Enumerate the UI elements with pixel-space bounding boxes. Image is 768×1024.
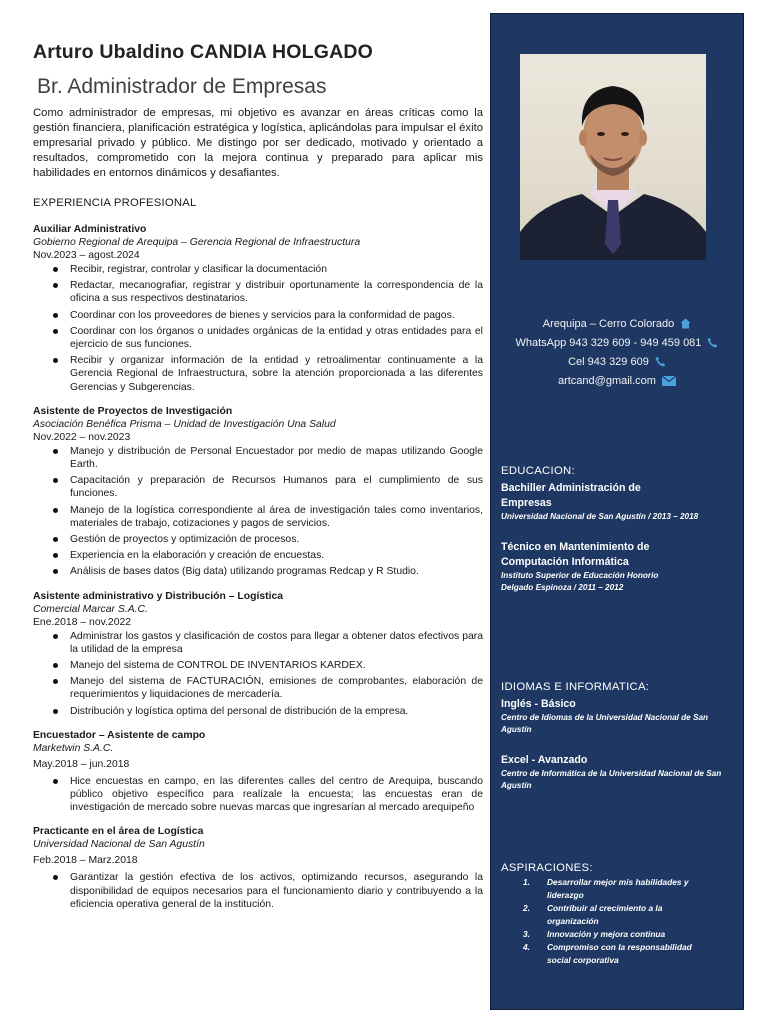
bullet-icon bbox=[53, 779, 58, 784]
list-item bbox=[33, 445, 483, 471]
job-organization: Asociación Benéfica Prisma – Unidad de Investigación Una Salud bbox=[33, 418, 336, 430]
envelope-icon bbox=[662, 375, 676, 392]
bullet-icon bbox=[53, 553, 58, 558]
language-title: Inglés - Básico bbox=[501, 698, 576, 710]
item-number: 1. bbox=[523, 877, 530, 887]
languages-heading: IDIOMAS E INFORMATICA: bbox=[501, 681, 650, 693]
job-title: Auxiliar Administrativo bbox=[33, 224, 147, 235]
job-organization: Gobierno Regional de Arequipa – Gerencia Regional de Infraestructura bbox=[33, 237, 361, 248]
task-text: Redactar, mecanografiar, registrar y distribuir oportunamente la correspondencia de la oficina a sus respectivos destinatarios. bbox=[70, 280, 483, 305]
person-portrait bbox=[520, 54, 706, 260]
home-icon bbox=[680, 318, 691, 335]
task-text: Análisis de bases datos (Big data) utilizando programas Redcap y R Studio. bbox=[70, 566, 419, 578]
bullet-icon bbox=[53, 679, 58, 684]
main-column bbox=[33, 38, 483, 922]
cel-text: Cel 943 329 609 bbox=[568, 356, 649, 368]
contact-email bbox=[491, 373, 743, 392]
bullet-icon bbox=[53, 875, 58, 880]
job-title: Asistente administrativo y Distribución – Logística bbox=[33, 590, 284, 602]
job-date: Nov.2023 – agost.2024 bbox=[33, 250, 140, 261]
task-text: Hice encuestas en campo, en las diferentes calles del centro de Arequipa, buscando público objetivo específico para realízale la encuesta; las encuestas eran de investigación de mercado sobre nuevas marcas que ingresarían al mercado arequipeño bbox=[70, 775, 483, 814]
list-item bbox=[501, 928, 727, 941]
contact-whatsapp bbox=[491, 335, 743, 354]
bullet-icon bbox=[53, 267, 58, 272]
aspirations-heading: ASPIRACIONES: bbox=[501, 862, 593, 874]
item-text: Innovación y mejora continua bbox=[547, 929, 666, 939]
task-text: Coordinar con los proveedores de bienes y servicios para la conformidad de pagos. bbox=[70, 309, 455, 321]
job-title: Encuestador – Asistente de campo bbox=[33, 729, 206, 741]
list-item bbox=[33, 705, 483, 718]
list-item bbox=[33, 871, 483, 911]
job-title: Asistente de Proyectos de Investigación bbox=[33, 405, 233, 417]
job-entry bbox=[33, 590, 483, 718]
sidebar bbox=[490, 13, 744, 1010]
list-item bbox=[33, 279, 483, 305]
list-item bbox=[33, 474, 483, 500]
task-text: Garantizar la gestión efectiva de los activos, optimizando recursos, asegurando la disponibilidad de equipos necesarios para el funcionamiento diario y contribuyendo a la eficiencia operativa general de la institución. bbox=[70, 872, 483, 910]
whatsapp-text: WhatsApp 943 329 609 - 949 459 081 bbox=[515, 337, 702, 349]
task-text: Experiencia en la elaboración y creación de encuestas. bbox=[70, 550, 325, 562]
job-role: Br. Administrador de Empresas bbox=[37, 75, 327, 98]
language-detail: Centro de Informática de la Universidad Nacional de San Agustín bbox=[501, 769, 722, 790]
job-entry bbox=[33, 729, 483, 815]
bullet-icon bbox=[53, 313, 58, 318]
list-item bbox=[33, 675, 483, 701]
item-text: Compromiso con la responsabilidad social corporativa bbox=[547, 942, 692, 965]
list-item bbox=[33, 565, 483, 578]
item-number: 4. bbox=[523, 942, 530, 952]
item-number: 2. bbox=[523, 903, 530, 913]
item-text: Contribuir al crecimiento a la organización bbox=[547, 903, 663, 926]
job-date: May.2018 – jun.2018 bbox=[33, 758, 130, 770]
task-text: Recibir, registrar, controlar y clasificar la documentación bbox=[70, 264, 327, 275]
list-item bbox=[33, 659, 483, 672]
contact-location bbox=[491, 316, 743, 335]
phone-icon bbox=[707, 337, 718, 354]
task-list bbox=[33, 775, 483, 815]
list-item bbox=[33, 263, 483, 276]
education-title: Bachiller Administración de Empresas bbox=[501, 482, 641, 509]
list-item bbox=[33, 630, 483, 656]
bullet-icon bbox=[53, 537, 58, 542]
list-item bbox=[33, 309, 483, 322]
job-organization: Marketwin S.A.C. bbox=[33, 742, 114, 754]
job-date: Ene.2018 – nov.2022 bbox=[33, 616, 132, 628]
email-text[interactable]: artcand@gmail.com bbox=[557, 375, 656, 387]
bullet-icon bbox=[53, 329, 58, 334]
bullet-icon bbox=[53, 478, 58, 483]
education-detail: Universidad Nacional de San Agustín / 2013 – 2018 bbox=[501, 512, 699, 521]
language-item bbox=[501, 753, 741, 792]
list-item bbox=[501, 941, 717, 967]
list-item bbox=[33, 325, 483, 351]
job-entry bbox=[33, 223, 483, 394]
list-item bbox=[33, 775, 483, 815]
education-item bbox=[501, 481, 741, 523]
job-organization: Universidad Nacional de San Agustín bbox=[33, 839, 205, 851]
task-text: Manejo de la logística correspondiente al área de investigación tales como inventarios, materiales de trabajo, cotizaciones y pagos de servicios. bbox=[70, 504, 483, 529]
task-list bbox=[33, 871, 483, 911]
bullet-icon bbox=[53, 663, 58, 668]
task-list bbox=[33, 630, 483, 718]
language-item bbox=[501, 697, 741, 736]
bullet-icon bbox=[53, 358, 58, 363]
experience-list bbox=[33, 223, 483, 911]
task-text: Manejo y distribución de Personal Encuestador por medio de mapas utilizando Google Earth. bbox=[70, 445, 483, 471]
profile-photo bbox=[520, 54, 706, 260]
item-number: 3. bbox=[523, 929, 530, 939]
bullet-icon bbox=[53, 634, 58, 639]
list-item bbox=[501, 902, 697, 928]
task-text: Distribución y logística optima del personal de distribución de la empresa. bbox=[70, 705, 409, 717]
list-item bbox=[33, 549, 483, 562]
aspirations-list bbox=[501, 876, 736, 967]
bullet-icon bbox=[53, 283, 58, 288]
bullet-icon bbox=[53, 569, 58, 574]
bullet-icon bbox=[53, 449, 58, 454]
task-text: Gestión de proyectos y optimización de procesos. bbox=[70, 534, 300, 546]
bullet-icon bbox=[53, 508, 58, 513]
experience-heading: EXPERIENCIA PROFESIONAL bbox=[33, 197, 197, 209]
education-title: Técnico en Mantenimiento de Computación Informática bbox=[501, 541, 650, 568]
task-text: Recibir y organizar información de la entidad y retroalimentar continuamente a la Gerencia Regional de Infraestructura, sobre la atención proporcionada a las diferentes Gerencias y Subgerencias. bbox=[70, 355, 483, 393]
education-item bbox=[501, 540, 741, 594]
job-organization: Comercial Marcar S.A.C. bbox=[33, 603, 148, 615]
task-text: Capacitación y preparación de Recursos Humanos para el cumplimiento de sus funciones. bbox=[70, 475, 483, 500]
list-item bbox=[33, 504, 483, 530]
list-item bbox=[501, 876, 697, 902]
task-list bbox=[33, 445, 483, 579]
job-date: Nov.2022 – nov.2023 bbox=[33, 431, 131, 443]
task-text: Manejo del sistema de CONTROL DE INVENTARIOS KARDEX. bbox=[70, 660, 366, 672]
location-text: Arequipa – Cerro Colorado bbox=[542, 318, 675, 330]
education-heading: EDUCACION: bbox=[501, 465, 575, 477]
education-detail: Instituto Superior de Educación Honorio Delgado Espinoza / 2011 – 2012 bbox=[501, 571, 659, 592]
contact-info bbox=[491, 316, 743, 392]
job-entry bbox=[33, 825, 483, 911]
task-text: Manejo del sistema de FACTURACIÓN, emisiones de comprobantes, elaboración de requerimientos y liquidaciones de mercadería. bbox=[70, 676, 483, 701]
language-title: Excel - Avanzado bbox=[501, 754, 588, 766]
list-item bbox=[33, 354, 483, 394]
job-title: Practicante en el área de Logística bbox=[33, 826, 204, 838]
bullet-icon bbox=[53, 709, 58, 714]
job-date: Feb.2018 – Marz.2018 bbox=[33, 855, 138, 867]
contact-cel bbox=[491, 354, 743, 373]
task-text: Coordinar con los órganos o unidades orgánicas de la entidad y otras entidades para el ejercicio de sus funciones. bbox=[70, 325, 483, 351]
phone-icon bbox=[655, 356, 666, 373]
list-item bbox=[33, 533, 483, 546]
profile-summary: Como administrador de empresas, mi objetivo es avanzar en áreas críticas como la gestión financiera, planificación estratégica y logística, aplicándolas para impulsar el éxito empresarial privado y público. Me distingo por ser dedicado, motivado y orientado a resultados, comprometido con la mejora continua y preparado para aplicar mis habilidades en entornos dinámicos y desafiantes. bbox=[33, 107, 483, 179]
task-text: Administrar los gastos y clasificación de costos para llegar a obtener datos efectivos para la utilidad de la empresa bbox=[70, 630, 483, 655]
item-text: Desarrollar mejor mis habilidades y liderazgo bbox=[547, 877, 689, 900]
language-detail: Centro de Idiomas de la Universidad Nacional de San Agustín bbox=[501, 713, 709, 734]
task-list bbox=[33, 263, 483, 394]
person-name: Arturo Ubaldino CANDIA HOLGADO bbox=[33, 41, 374, 63]
job-entry bbox=[33, 405, 483, 579]
